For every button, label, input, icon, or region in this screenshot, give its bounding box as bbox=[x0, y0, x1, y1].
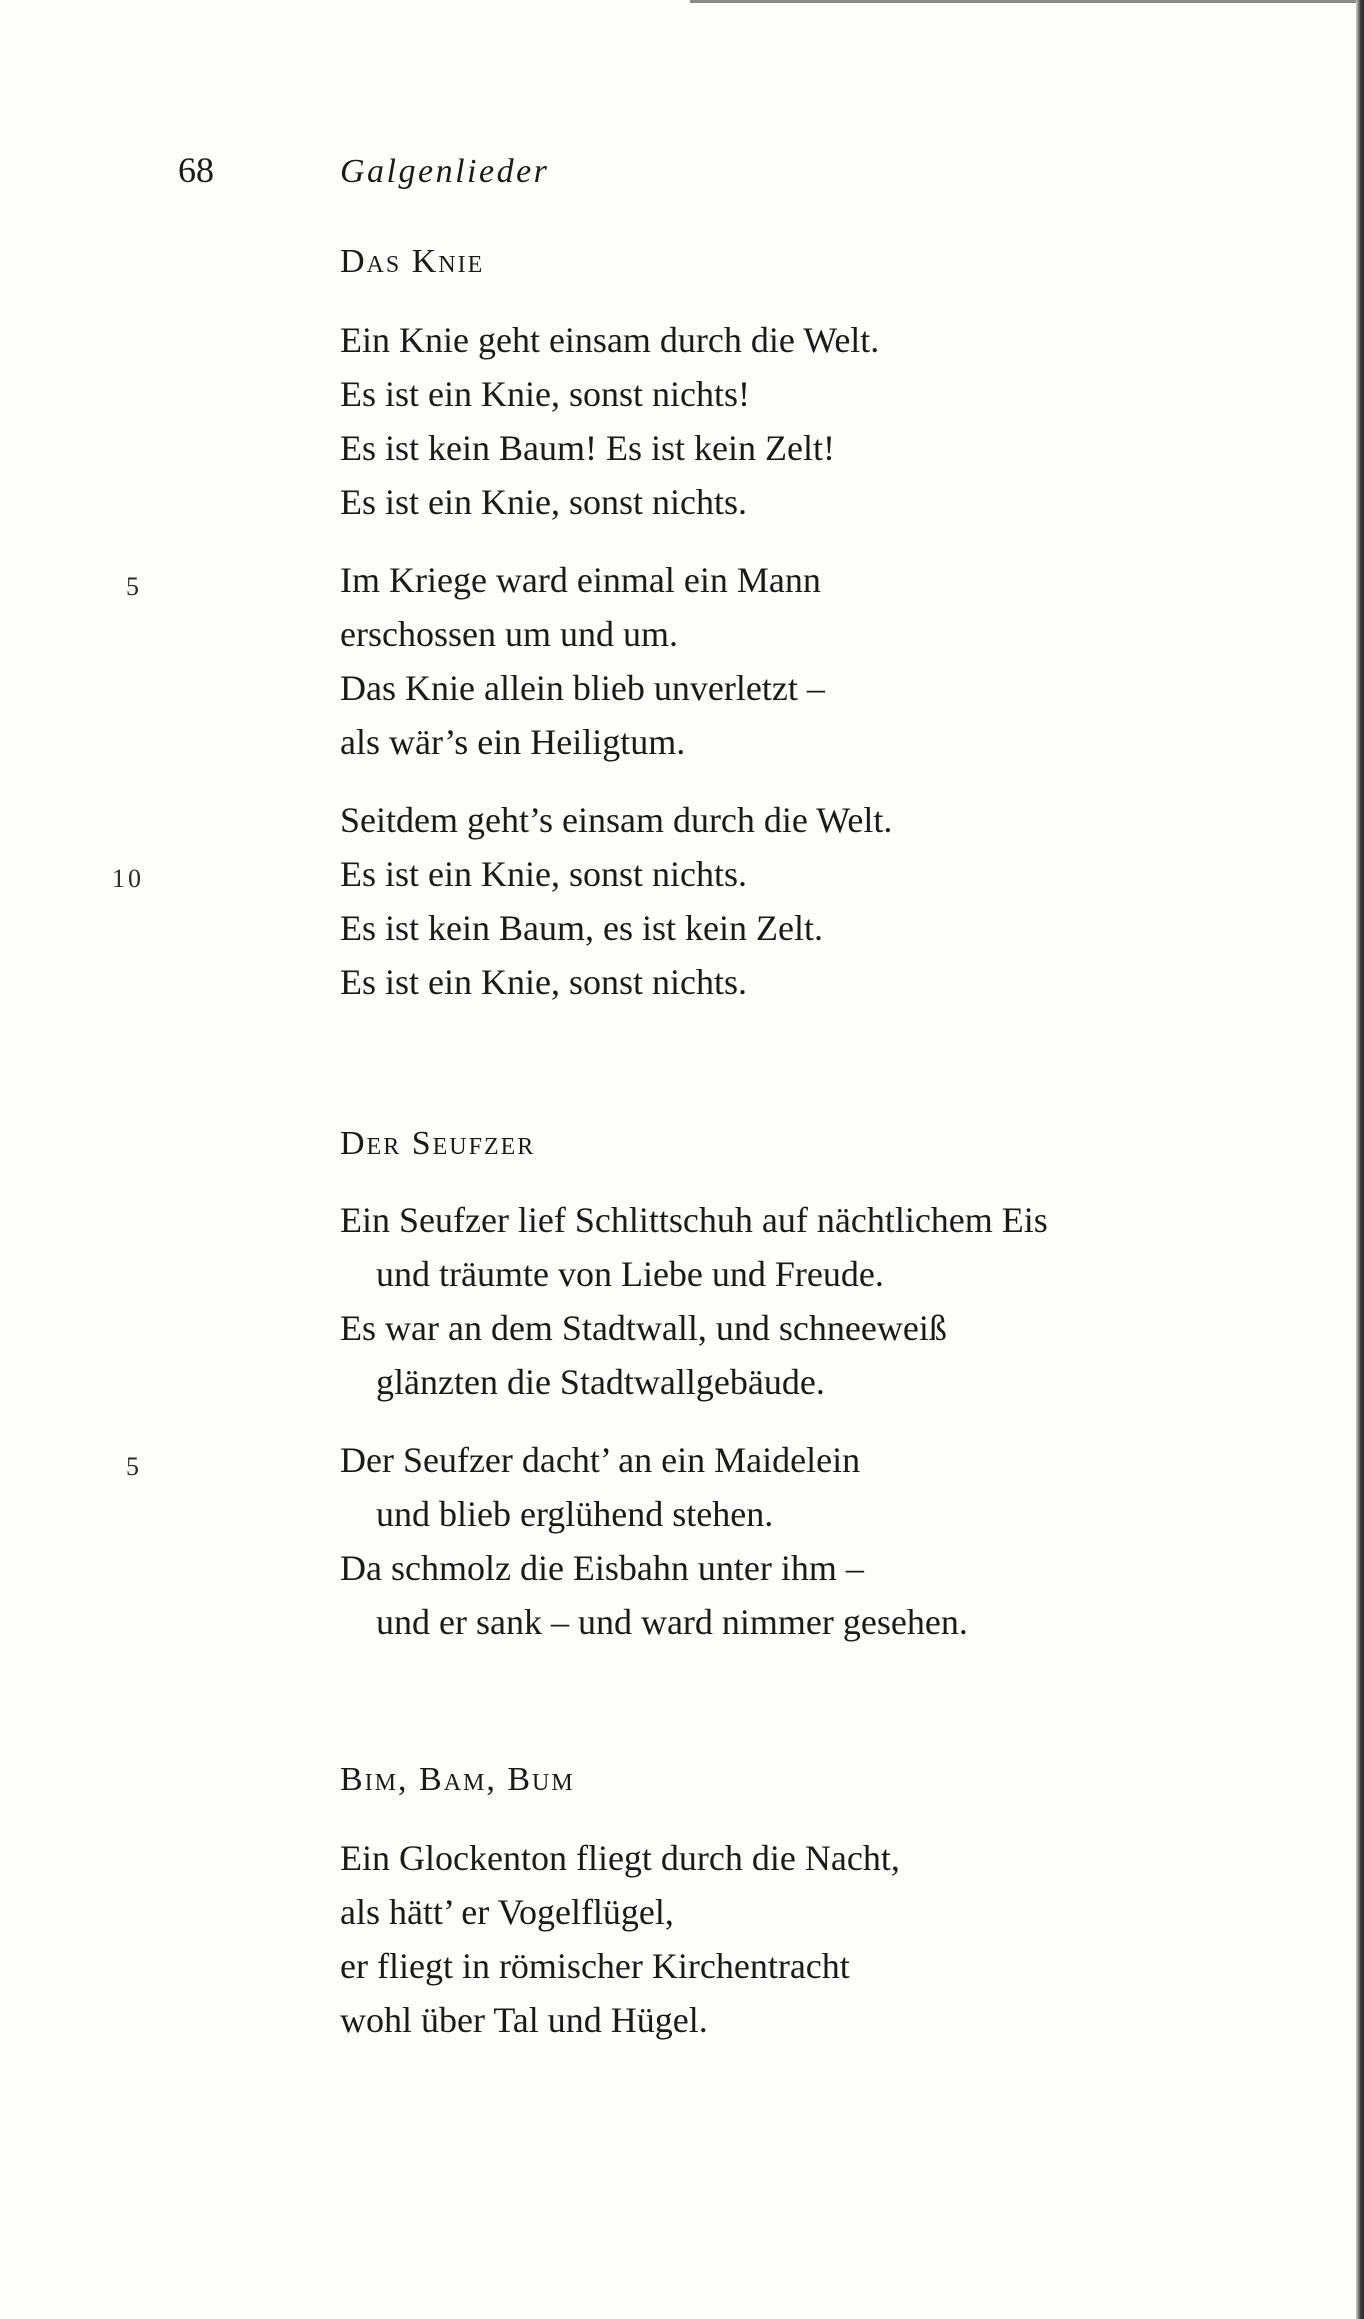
poem-line: Im Kriege ward einmal ein Mann bbox=[340, 560, 821, 600]
poem-line: und träumte von Liebe und Freude. bbox=[376, 1254, 884, 1294]
poem-line: erschossen um und um. bbox=[340, 614, 678, 654]
poem-line: Es ist ein Knie, sonst nichts. bbox=[340, 854, 747, 894]
poem-line: Seitdem geht’s einsam durch die Welt. bbox=[340, 800, 893, 840]
poem-line: Es ist kein Baum, es ist kein Zelt. bbox=[340, 908, 823, 948]
line-number: 5 bbox=[126, 572, 139, 601]
poem-title: Das Knie bbox=[340, 243, 485, 280]
poem-line: und blieb erglühend stehen. bbox=[376, 1494, 774, 1534]
poem-line: Ein Seufzer lief Schlittschuh auf nächtlichem Eis bbox=[340, 1200, 1048, 1240]
poem-line: er fliegt in römischer Kirchentracht bbox=[340, 1946, 850, 1986]
running-title: Galgenlieder bbox=[340, 153, 550, 190]
poem-line: glänzten die Stadtwallgebäude. bbox=[376, 1362, 825, 1402]
page-right-edge bbox=[1356, 0, 1364, 2319]
poem-line: Ein Glockenton fliegt durch die Nacht, bbox=[340, 1838, 900, 1878]
poem-line: Da schmolz die Eisbahn unter ihm – bbox=[340, 1548, 864, 1588]
page-number: 68 bbox=[178, 150, 214, 190]
line-number: 10 bbox=[112, 864, 144, 893]
poem-line: und er sank – und ward nimmer gesehen. bbox=[376, 1602, 968, 1642]
poem-line: Das Knie allein blieb unverletzt – bbox=[340, 668, 825, 708]
poem-title: Bim, Bam, Bum bbox=[340, 1761, 575, 1798]
poem-line: Es ist ein Knie, sonst nichts! bbox=[340, 374, 750, 414]
poem-line: Es ist kein Baum! Es ist kein Zelt! bbox=[340, 428, 835, 468]
poem-line: als hätt’ er Vogelflügel, bbox=[340, 1892, 674, 1932]
poem-title: Der Seufzer bbox=[340, 1125, 536, 1162]
poem-line: Ein Knie geht einsam durch die Welt. bbox=[340, 320, 880, 360]
poem-line: als wär’s ein Heiligtum. bbox=[340, 722, 686, 762]
line-number: 5 bbox=[126, 1452, 139, 1481]
poem-line: Es ist ein Knie, sonst nichts. bbox=[340, 962, 747, 1002]
poem-line: Es ist ein Knie, sonst nichts. bbox=[340, 482, 747, 522]
poem-line: Es war an dem Stadtwall, und schneeweiß bbox=[340, 1308, 947, 1348]
poem-line: wohl über Tal und Hügel. bbox=[340, 2000, 708, 2040]
poem-line: Der Seufzer dacht’ an ein Maidelein bbox=[340, 1440, 861, 1480]
page-top-edge bbox=[690, 0, 1364, 3]
